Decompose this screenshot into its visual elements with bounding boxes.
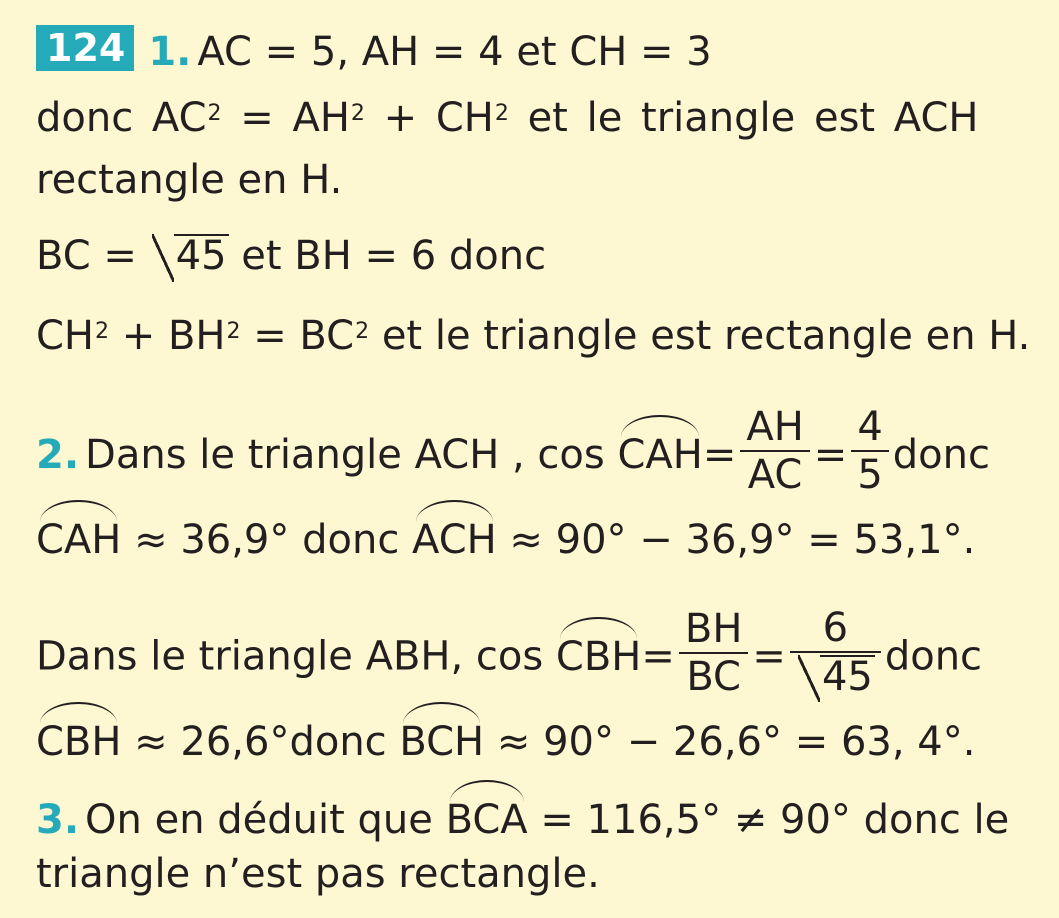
exponent: 2 [350, 101, 365, 126]
line-6 [36, 404, 990, 504]
part-2-label: 2. [36, 432, 80, 478]
equals: = [702, 432, 737, 478]
text: On en déduit que [85, 797, 446, 843]
angle-cbh: CBH [556, 629, 641, 681]
denominator: BC [686, 653, 741, 700]
equals: = [641, 633, 675, 680]
text: ≈ 90° − 26,6° = 63, 4°. [484, 719, 976, 765]
text: = 116,5° ≠ 90° donc le [527, 797, 1010, 843]
text: Dans le triangle ACH , cos [85, 432, 618, 478]
exponent: 2 [95, 319, 110, 344]
equals: = [813, 432, 848, 478]
numerator: BH [679, 606, 749, 654]
text: triangle n’est pas rectangle. [36, 851, 600, 897]
fraction-ah-ac [740, 404, 809, 498]
numerator: 4 [851, 404, 888, 452]
text: et le triangle est rectangle en H. [369, 313, 1031, 359]
equals: = [752, 633, 786, 680]
numerator: 6 [790, 605, 881, 653]
radicand: 45 [821, 654, 873, 700]
square-root [798, 653, 875, 700]
exponent: 2 [494, 101, 509, 126]
line-1-text: AC = 5, AH = 4 et CH = 3 [197, 29, 712, 75]
line-3 [36, 156, 342, 204]
line-2 [36, 94, 978, 142]
text: ≈ 26,6°donc [121, 719, 400, 765]
text: et le triangle est ACH [508, 95, 979, 141]
text: rectangle en H. [36, 157, 343, 203]
line-8 [36, 605, 983, 706]
part-1-label: 1. [148, 29, 192, 75]
denominator [790, 653, 881, 700]
angle-bch: BCH [399, 714, 484, 766]
text: donc [884, 633, 983, 680]
angle-bca: BCA [446, 792, 528, 844]
angle-cah: CAH [617, 427, 702, 479]
text: = AH [221, 95, 350, 141]
line-10 [36, 792, 1009, 844]
angle-cbh: CBH [36, 714, 121, 766]
text: = BC [240, 313, 355, 359]
denominator: 5 [857, 452, 883, 498]
angle-cah: CAH [36, 512, 121, 564]
exponent: 2 [355, 319, 370, 344]
square-root [152, 232, 229, 280]
exponent: 2 [226, 319, 241, 344]
line-7 [36, 512, 975, 564]
line-4 [36, 232, 546, 280]
exercise-number-badge: 124 [36, 25, 134, 71]
denominator: AC [747, 452, 803, 498]
text: ≈ 36,9° donc [121, 517, 413, 563]
fraction-bh-bc [679, 606, 749, 700]
text: + BH [109, 313, 226, 359]
text: donc AC [36, 95, 207, 141]
line-9 [36, 714, 975, 766]
line-1 [36, 28, 712, 77]
radicand: 45 [175, 233, 227, 279]
text: BC = [36, 233, 150, 279]
text: + CH [364, 95, 494, 141]
line-11 [36, 850, 600, 898]
angle-ach: ACH [412, 512, 497, 564]
part-3-label: 3. [36, 797, 80, 843]
text: ≈ 90° − 36,9° = 53,1°. [496, 517, 976, 563]
numerator: AH [740, 404, 809, 452]
exponent: 2 [207, 101, 222, 126]
line-5 [36, 312, 1030, 360]
text: CH [36, 313, 95, 359]
fraction-6-sqrt45 [790, 605, 881, 700]
text: Dans le triangle ABH, cos [36, 633, 556, 680]
fraction-4-5 [851, 404, 888, 498]
text: et BH = 6 donc [228, 233, 547, 279]
text: donc [892, 432, 990, 478]
